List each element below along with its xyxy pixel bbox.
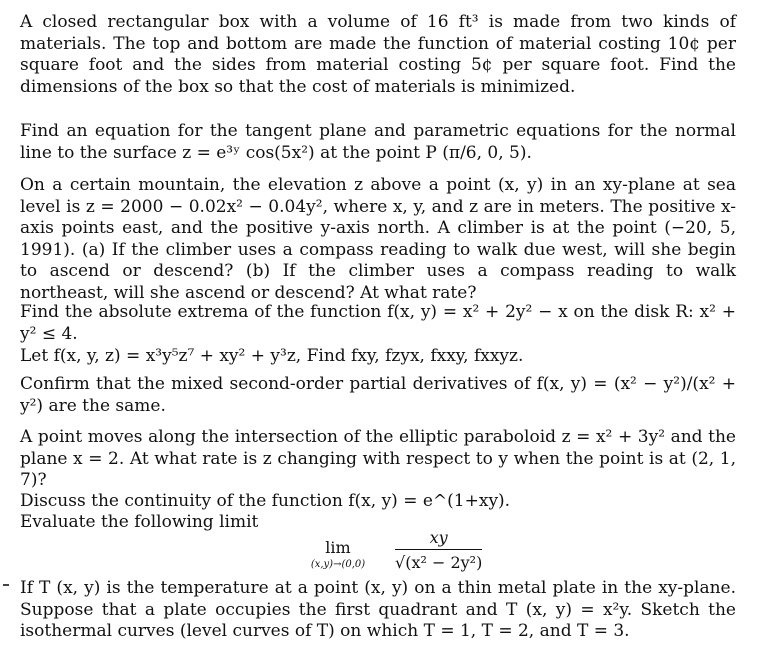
problem-box-cost: A closed rectangular box with a volume of 16 ft³ is made from two kinds of materials. The top and bottom are made the function of material costing 10¢ per square foot and the sides from material costing 5¢ per square foot. Find the dimensions of the box so that the cost of materials is minimized.: [20, 12, 736, 97]
problem-tangent-plane: Find an equation for the tangent plane and parametric equations for the normal line to the surface z = e³ʸ cos(5x²) at the point P (π/6, 0, 5).: [20, 121, 736, 163]
limit-numerator: xy: [429, 528, 448, 547]
problem-continuity: Discuss the continuity of the function f(x, y) = e^(1+xy).: [20, 491, 511, 511]
problem-rate-of-change: A point moves along the intersection of the elliptic paraboloid z = x² + 3y² and the plane x = 2. At what rate is z changing with respect to y when the point is at (2, 1, 7)?: [20, 427, 736, 490]
limit-word: lim: [325, 538, 351, 557]
limit-fraction: [395, 527, 482, 573]
problem-partial-derivatives: Let f(x, y, z) = x³y⁵z⁷ + xy² + y³z, Find fxy, fzyx, fxxy, fxxyz.: [20, 346, 524, 366]
bullet-marker: [3, 584, 9, 586]
problem-isothermal-curves: If T (x, y) is the temperature at a point (x, y) on a thin metal plate in the xy-plane. Suppose that a plate occupies the first quadrant and T (x, y) = x²y. Sketch the isothermal curves (level curves of T) on which T = 1, T = 2, and T = 3.: [20, 578, 736, 641]
limit-expression: [0, 527, 758, 575]
limit-denominator: √(x² − 2y²): [395, 549, 482, 574]
problem-mountain-climber: On a certain mountain, the elevation z above a point (x, y) in an xy-plane at sea level is z = 2000 − 0.02x² − 0.04y², where x, y, and z are in meters. The positive x-axis points east, and the positive y-axis north. A climber is at the point (−20, 5, 1991). (a) If the climber uses a compass reading to walk due west, will she begin to ascend or descend? (b) If the climber uses a compass reading to walk northeast, will she ascend or descend? At what rate?: [20, 175, 736, 303]
limit-operator: [298, 537, 378, 571]
problem-evaluate-limit: Evaluate the following limit: [20, 512, 259, 532]
problem-absolute-extrema: Find the absolute extrema of the function f(x, y) = x² + 2y² − x on the disk R: x² + y² ≤ 4.: [20, 302, 736, 344]
limit-subscript: (x,y)→(0,0): [310, 558, 366, 570]
problem-mixed-partials: Confirm that the mixed second-order partial derivatives of f(x, y) = (x² − y²)/(x² + y²) are the same.: [20, 374, 736, 416]
